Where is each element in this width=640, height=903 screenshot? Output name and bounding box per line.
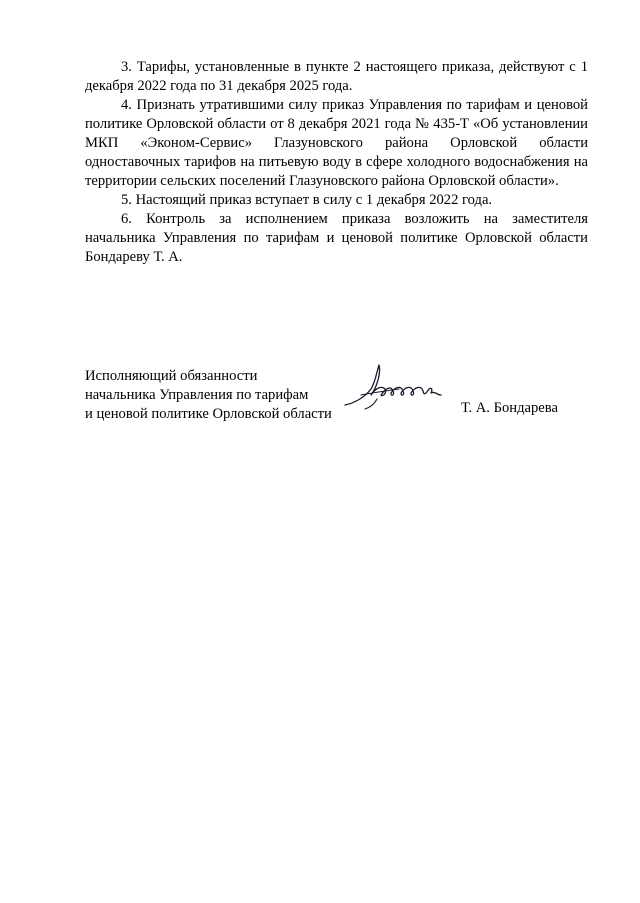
paragraph-6: 6. Контроль за исполнением приказа возложить на заместителя начальника Управления по тарифам и ценовой политике Орловской области Бондареву Т. А.: [85, 211, 588, 265]
paragraph-4: 4. Признать утратившими силу приказ Управления по тарифам и ценовой политике Орловской области от 8 декабря 2021 года № 435-Т «Об установлении МКП «Эконом-Сервис» Глазуновского района Орловской области одноставочных тарифов на питьевую воду в сфере холодного водоснабжения на территории сельских поселений Глазуновского района Орловской области».: [85, 97, 588, 189]
paragraph-3: 3. Тарифы, установленные в пункте 2 настоящего приказа, действуют с 1 декабря 2022 года по 31 декабря 2025 года.: [85, 59, 588, 94]
signatory-name: Т. А. Бондарева: [461, 400, 558, 416]
paragraph-5: 5. Настоящий приказ вступает в силу с 1 декабря 2022 года.: [121, 192, 493, 208]
signatory-title-line-3: и ценовой политике Орловской области: [85, 406, 332, 422]
signature-block: [85, 367, 595, 424]
signatory-title-line-1: Исполняющий обязанности: [85, 368, 258, 384]
handwritten-signature: [341, 359, 461, 411]
order-body: [85, 58, 588, 267]
signatory-title-line-2: начальника Управления по тарифам: [85, 387, 309, 403]
